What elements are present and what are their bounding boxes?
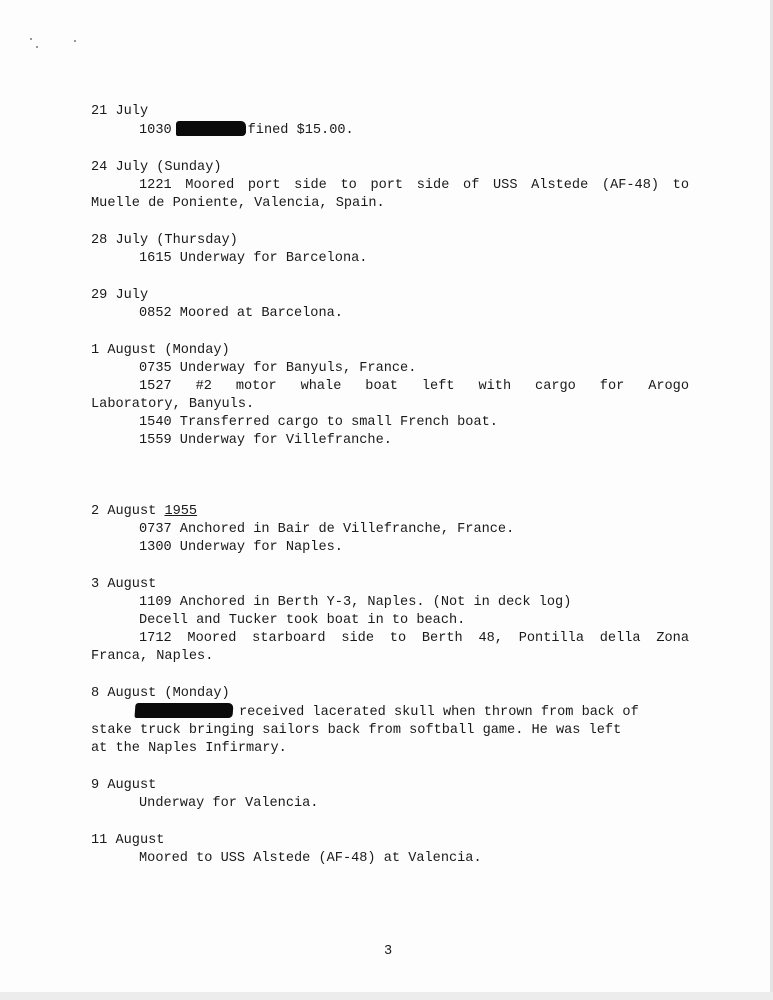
entry-line: 1300 Underway for Naples. xyxy=(139,540,343,555)
entry-date: 21 July xyxy=(91,104,149,119)
log-entry xyxy=(91,159,689,213)
entry-time: 1030 xyxy=(139,123,172,138)
log-entry xyxy=(91,576,689,666)
log-entry xyxy=(91,232,689,268)
entry-year: 1955 xyxy=(164,504,198,519)
entry-line: 1712 Moored starboard side to Berth 48, Pontilla della Zona xyxy=(139,631,689,646)
entry-line-continued: Muelle de Poniente, Valencia, Spain. xyxy=(91,196,385,211)
log-entry xyxy=(91,103,689,140)
entry-line: 0735 Underway for Banyuls, France. xyxy=(139,361,417,376)
entry-date: 3 August xyxy=(91,577,157,592)
entry-line: 1221 Moored port side to port side of USS Alstede (AF-48) to xyxy=(139,178,689,193)
entry-line-continued: Franca, Naples. xyxy=(91,649,214,664)
log-entry xyxy=(91,503,689,557)
entry-line-continued: at the Naples Infirmary. xyxy=(91,741,287,756)
entry-line: Moored to USS Alstede (AF-48) at Valencia. xyxy=(139,851,482,866)
entry-date: 28 July (Thursday) xyxy=(91,233,238,248)
entry-date: 29 July xyxy=(91,288,149,303)
entry-line: 1109 Anchored in Berth Y-3, Naples. (Not in deck log) xyxy=(139,595,572,610)
entry-line: Underway for Valencia. xyxy=(139,796,319,811)
entry-line: 1615 Underway for Barcelona. xyxy=(139,251,368,266)
entry-date: 9 August xyxy=(91,778,157,793)
entry-line: 0737 Anchored in Bair de Villefranche, France. xyxy=(139,522,515,537)
log-entry xyxy=(91,832,689,868)
entry-date: 8 August (Monday) xyxy=(91,686,230,701)
log-content xyxy=(91,103,689,887)
page-number: 3 xyxy=(384,944,393,959)
entry-line-continued: stake truck bringing sailors back from softball game. He was left xyxy=(91,723,622,738)
entry-line xyxy=(91,703,689,722)
entry-line xyxy=(91,121,689,140)
log-entry xyxy=(91,777,689,813)
entry-date-text: 2 August xyxy=(91,504,157,519)
entry-text: received lacerated skull when thrown from back of xyxy=(239,705,639,720)
entry-date xyxy=(91,503,689,521)
scan-edge-bottom xyxy=(0,992,773,1000)
entry-line: Decell and Tucker took boat in to beach. xyxy=(139,613,466,628)
entry-line: 1527 #2 motor whale boat left with cargo for Arogo xyxy=(139,379,689,394)
entry-line: 1559 Underway for Villefranche. xyxy=(139,433,392,448)
redaction-mark xyxy=(176,121,246,136)
entry-line: 0852 Moored at Barcelona. xyxy=(139,306,343,321)
entry-line-continued: Laboratory, Banyuls. xyxy=(91,397,255,412)
redaction-mark xyxy=(134,703,233,718)
log-entry xyxy=(91,342,689,450)
entry-line: 1540 Transferred cargo to small French boat. xyxy=(139,415,498,430)
scan-speck xyxy=(74,40,76,42)
entry-text: fined $15.00. xyxy=(247,123,354,138)
entry-date: 1 August (Monday) xyxy=(91,343,230,358)
log-entry xyxy=(91,685,689,758)
log-entry xyxy=(91,287,689,323)
scan-speck xyxy=(36,46,38,48)
entry-date: 24 July (Sunday) xyxy=(91,160,222,175)
entry-date: 11 August xyxy=(91,833,165,848)
scan-speck xyxy=(30,38,32,40)
